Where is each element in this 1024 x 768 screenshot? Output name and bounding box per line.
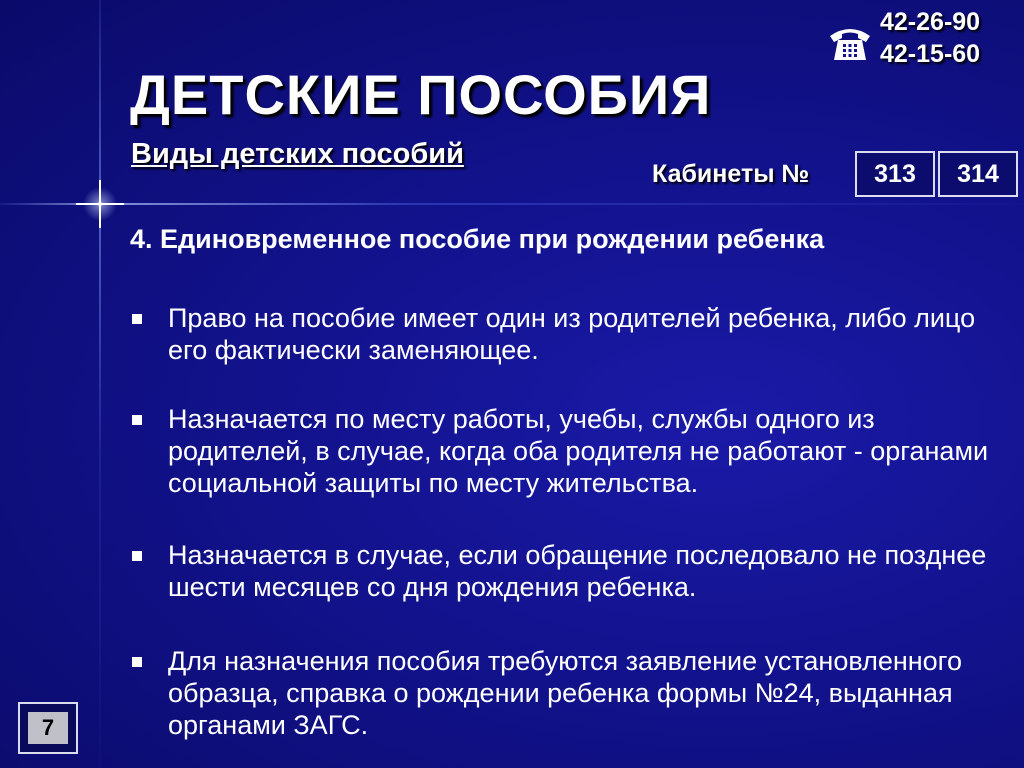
- bullet-text: Для назначения пособия требуются заявление установленного образца, справка о рождении ребенка формы №24, выданная органами ЗАГС.: [168, 646, 962, 740]
- page-number: 7: [28, 712, 68, 744]
- bullet-item: [130, 302, 1000, 366]
- bullet-item: [130, 645, 1000, 741]
- bullet-text: Право на пособие имеет один из родителей ребенка, либо лицо его фактически заменяющее.: [168, 303, 976, 365]
- phone-number-1: 42-26-90: [880, 8, 981, 36]
- phone-numbers: [880, 6, 980, 70]
- bullet-item: [130, 403, 1000, 499]
- flare-star: [70, 174, 130, 234]
- bullet-text: Назначается в случае, если обращение последовало не позднее шести месяцев со дня рождения ребенка.: [168, 540, 987, 602]
- room-314-box: 314: [938, 151, 1018, 197]
- telephone-icon: [828, 24, 872, 64]
- section-heading: 4. Единовременное пособие при рождении ребенка: [130, 224, 825, 254]
- flare-horizontal: [0, 203, 1024, 205]
- slide-title: ДЕТСКИЕ ПОСОБИЯ: [130, 63, 712, 126]
- bullet-marker: [132, 657, 142, 667]
- slide-subtitle: Виды детских пособий: [131, 138, 464, 170]
- flare-vertical: [99, 0, 101, 768]
- room-313-box: 313: [855, 151, 935, 197]
- bullet-text: Назначается по месту работы, учебы, службы одного из родителей, в случае, когда оба родителя не работают - органами социальной защиты по месту жительства.: [168, 404, 989, 498]
- bullet-marker: [132, 551, 142, 561]
- bullet-marker: [132, 314, 142, 324]
- phone-number-2: 42-15-60: [880, 40, 981, 68]
- bullet-marker: [132, 415, 142, 425]
- bullet-item: [130, 539, 1000, 603]
- rooms-label: Кабинеты №: [652, 160, 810, 188]
